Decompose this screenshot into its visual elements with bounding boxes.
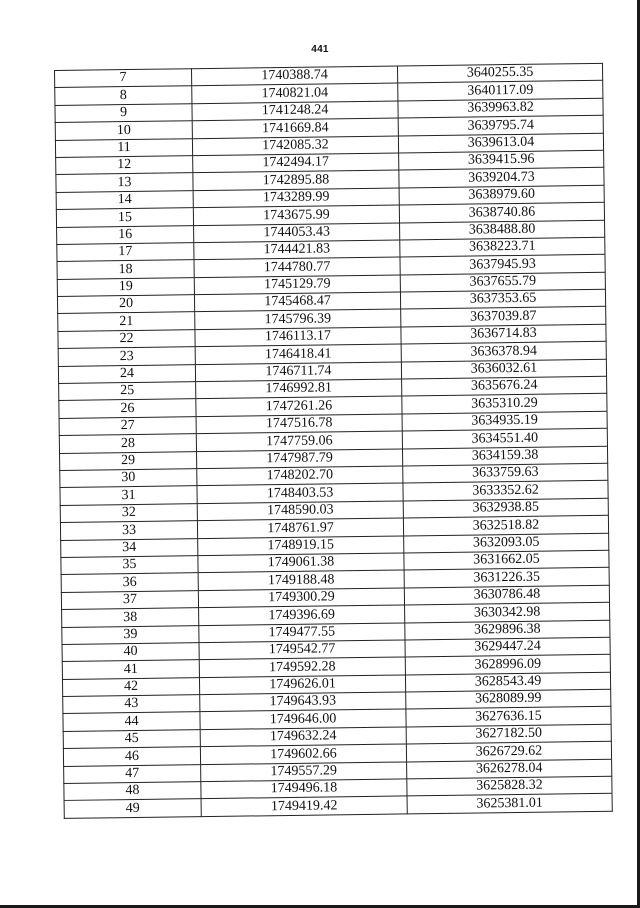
x-coordinate-cell: 1749602.66	[200, 744, 406, 764]
row-number-cell: 9	[55, 103, 192, 122]
row-number-cell: 19	[57, 277, 194, 296]
y-coordinate-cell: 3636032.61	[401, 359, 606, 379]
x-coordinate-cell: 1742494.17	[193, 153, 399, 173]
x-coordinate-cell: 1749300.29	[198, 588, 404, 608]
row-number-cell: 42	[62, 677, 199, 696]
y-coordinate-cell: 3630786.48	[404, 585, 609, 605]
y-coordinate-cell: 3626278.04	[407, 759, 612, 779]
row-number-cell: 8	[55, 86, 192, 105]
row-number-cell: 22	[58, 330, 195, 349]
y-coordinate-cell: 3639204.73	[399, 168, 604, 188]
row-number-cell: 7	[55, 69, 192, 88]
x-coordinate-cell: 1749542.77	[199, 640, 405, 660]
y-coordinate-cell: 3628543.49	[405, 672, 610, 692]
x-coordinate-cell: 1741248.24	[192, 101, 398, 121]
y-coordinate-cell: 3634159.38	[402, 446, 607, 466]
row-number-cell: 31	[60, 486, 197, 505]
x-coordinate-cell: 1743675.99	[193, 205, 399, 225]
x-coordinate-cell: 1748761.97	[197, 518, 403, 538]
row-number-cell: 28	[59, 434, 196, 453]
row-number-cell: 24	[58, 364, 195, 383]
x-coordinate-cell: 1742085.32	[192, 136, 398, 156]
y-coordinate-cell: 3631662.05	[404, 550, 609, 570]
y-coordinate-cell: 3635676.24	[402, 376, 607, 396]
y-coordinate-cell: 3635310.29	[402, 394, 607, 414]
row-number-cell: 45	[63, 729, 200, 748]
x-coordinate-cell: 1749626.01	[199, 675, 405, 695]
y-coordinate-cell: 3627636.15	[406, 707, 611, 727]
y-coordinate-cell: 3630342.98	[405, 602, 610, 622]
row-number-cell: 10	[55, 121, 192, 140]
row-number-cell: 18	[57, 260, 194, 279]
y-coordinate-cell: 3640255.35	[397, 63, 602, 83]
y-coordinate-cell: 3637945.93	[400, 255, 605, 275]
row-number-cell: 25	[59, 382, 196, 401]
row-number-cell: 43	[63, 695, 200, 714]
x-coordinate-cell: 1749646.00	[200, 709, 406, 729]
x-coordinate-cell: 1749496.18	[201, 779, 407, 799]
x-coordinate-cell: 1744780.77	[194, 257, 400, 277]
y-coordinate-cell: 3632093.05	[404, 533, 609, 553]
row-number-cell: 46	[63, 747, 200, 766]
y-coordinate-cell: 3639963.82	[398, 98, 603, 118]
x-coordinate-cell: 1745796.39	[195, 309, 401, 329]
y-coordinate-cell: 3628089.99	[406, 689, 611, 709]
x-coordinate-cell: 1740388.74	[191, 66, 397, 86]
y-coordinate-cell: 3632518.82	[403, 515, 608, 535]
y-coordinate-cell: 3633759.63	[403, 463, 608, 483]
y-coordinate-cell: 3637655.79	[400, 272, 605, 292]
x-coordinate-cell: 1740821.04	[192, 83, 398, 103]
y-coordinate-cell: 3625828.32	[407, 776, 612, 796]
row-number-cell: 38	[62, 608, 199, 627]
x-coordinate-cell: 1747516.78	[196, 414, 402, 434]
x-coordinate-cell: 1746418.41	[195, 344, 401, 364]
row-number-cell: 26	[59, 399, 196, 418]
x-coordinate-cell: 1749632.24	[200, 727, 406, 747]
y-coordinate-cell: 3637353.65	[400, 289, 605, 309]
row-number-cell: 35	[61, 556, 198, 575]
x-coordinate-cell: 1749477.55	[199, 622, 405, 642]
row-number-cell: 48	[64, 782, 201, 801]
x-coordinate-cell: 1749188.48	[198, 570, 404, 590]
row-number-cell: 11	[55, 138, 192, 157]
x-coordinate-cell: 1748403.53	[197, 483, 403, 503]
row-number-cell: 32	[60, 503, 197, 522]
x-coordinate-cell: 1746711.74	[195, 362, 401, 382]
y-coordinate-cell: 3626729.62	[406, 741, 611, 761]
row-number-cell: 36	[61, 573, 198, 592]
x-coordinate-cell: 1748202.70	[197, 466, 403, 486]
row-number-cell: 17	[57, 243, 194, 262]
x-coordinate-cell: 1747987.79	[197, 449, 403, 469]
x-coordinate-cell: 1748919.15	[198, 536, 404, 556]
y-coordinate-cell: 3634935.19	[402, 411, 607, 431]
x-coordinate-cell: 1749061.38	[198, 553, 404, 573]
y-coordinate-cell: 3633352.62	[403, 481, 608, 501]
y-coordinate-cell: 3625381.01	[407, 794, 612, 814]
row-number-cell: 23	[58, 347, 195, 366]
row-number-cell: 39	[62, 625, 199, 644]
row-number-cell: 15	[56, 208, 193, 227]
coordinate-table-container	[54, 63, 612, 819]
y-coordinate-cell: 3627182.50	[406, 724, 611, 744]
row-number-cell: 16	[57, 225, 194, 244]
row-number-cell: 40	[62, 643, 199, 662]
row-number-cell: 30	[60, 469, 197, 488]
row-number-cell: 12	[56, 156, 193, 175]
row-number-cell: 37	[61, 590, 198, 609]
x-coordinate-cell: 1742895.88	[193, 170, 399, 190]
y-coordinate-cell: 3640117.09	[398, 81, 603, 101]
x-coordinate-cell: 1749643.93	[200, 692, 406, 712]
page-number: 441	[311, 44, 329, 55]
x-coordinate-cell: 1749396.69	[199, 605, 405, 625]
y-coordinate-cell: 3632938.85	[403, 498, 608, 518]
x-coordinate-cell: 1748590.03	[197, 501, 403, 521]
x-coordinate-cell: 1746113.17	[195, 327, 401, 347]
x-coordinate-cell: 1747759.06	[196, 431, 402, 451]
y-coordinate-cell: 3638979.60	[399, 185, 604, 205]
row-number-cell: 13	[56, 173, 193, 192]
x-coordinate-cell: 1747261.26	[196, 396, 402, 416]
y-coordinate-cell: 3637039.87	[401, 307, 606, 327]
row-number-cell: 29	[60, 451, 197, 470]
y-coordinate-cell: 3629896.38	[405, 620, 610, 640]
row-number-cell: 21	[58, 312, 195, 331]
x-coordinate-cell: 1746992.81	[196, 379, 402, 399]
row-number-cell: 14	[56, 190, 193, 209]
y-coordinate-cell: 3628996.09	[405, 655, 610, 675]
x-coordinate-cell: 1744053.43	[194, 223, 400, 243]
row-number-cell: 41	[62, 660, 199, 679]
y-coordinate-cell: 3634551.40	[402, 428, 607, 448]
row-number-cell: 33	[60, 521, 197, 540]
x-coordinate-cell: 1749419.42	[201, 796, 407, 816]
x-coordinate-cell: 1741669.84	[192, 118, 398, 138]
y-coordinate-cell: 3638223.71	[400, 237, 605, 257]
x-coordinate-cell: 1749557.29	[201, 762, 407, 782]
x-coordinate-cell: 1745468.47	[194, 292, 400, 312]
y-coordinate-cell: 3639795.74	[398, 115, 603, 135]
x-coordinate-cell: 1745129.79	[194, 275, 400, 295]
y-coordinate-cell: 3639415.96	[399, 150, 604, 170]
y-coordinate-cell: 3638488.80	[400, 220, 605, 240]
row-number-cell: 27	[59, 416, 196, 435]
x-coordinate-cell: 1749592.28	[199, 657, 405, 677]
row-number-cell: 44	[63, 712, 200, 731]
row-number-cell: 47	[64, 764, 201, 783]
y-coordinate-cell: 3636378.94	[401, 342, 606, 362]
row-number-cell: 34	[61, 538, 198, 557]
y-coordinate-cell: 3636714.83	[401, 324, 606, 344]
coordinate-table-body	[55, 63, 613, 818]
y-coordinate-cell: 3631226.35	[404, 568, 609, 588]
y-coordinate-cell: 3639613.04	[398, 133, 603, 153]
row-number-cell: 20	[57, 295, 194, 314]
x-coordinate-cell: 1744421.83	[194, 240, 400, 260]
coordinate-table	[54, 63, 613, 819]
x-coordinate-cell: 1743289.99	[193, 188, 399, 208]
y-coordinate-cell: 3638740.86	[399, 202, 604, 222]
y-coordinate-cell: 3629447.24	[405, 637, 610, 657]
row-number-cell: 49	[64, 799, 201, 818]
